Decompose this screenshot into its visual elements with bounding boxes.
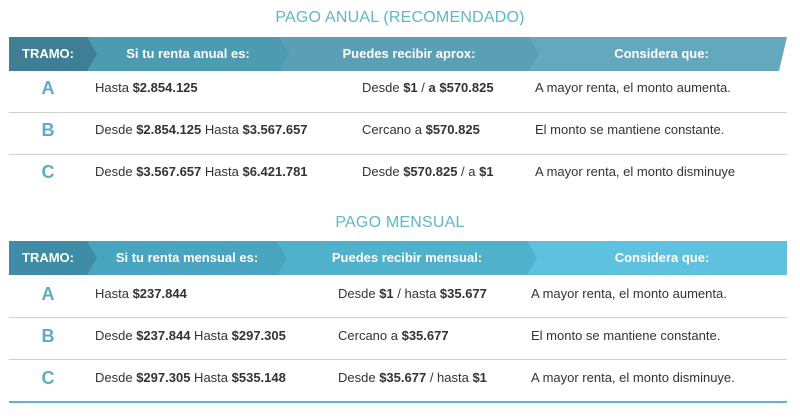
- text-segment: Desde: [338, 370, 380, 385]
- amount-value: a $570.825: [428, 80, 494, 95]
- text-segment: Desde: [95, 328, 137, 343]
- renta-cell: [95, 273, 187, 315]
- amount-value: $297.305: [231, 328, 286, 343]
- anual-title: PAGO ANUAL (RECOMENDADO): [275, 9, 525, 26]
- mensual-row-c: [9, 357, 787, 399]
- amount-value: $297.305: [136, 370, 191, 385]
- renta-cell: [95, 109, 308, 151]
- recibir-cell: [362, 109, 480, 151]
- amount-value: $35.677: [401, 328, 449, 343]
- text-segment: Desde: [362, 80, 404, 95]
- bottom-rule: [9, 401, 787, 403]
- mensual-row-a: [9, 273, 787, 315]
- text-segment: Hasta: [95, 80, 133, 95]
- anual-row-b: [9, 109, 787, 151]
- renta-cell: [95, 67, 198, 109]
- considera-cell: El monto se mantiene constante.: [535, 122, 725, 137]
- considera-cell: A mayor renta, el monto aumenta.: [535, 80, 731, 95]
- recibir-cell: [338, 315, 449, 357]
- mensual-col-recibir: Puedes recibir mensual:: [331, 250, 483, 265]
- amount-value: $3.567.657: [242, 122, 308, 137]
- considera-cell: A mayor renta, el monto disminuye.: [531, 370, 735, 385]
- text-segment: / hasta: [393, 286, 440, 301]
- amount-value: $237.844: [136, 328, 191, 343]
- anual-header: [9, 37, 787, 71]
- considera-cell: A mayor renta, el monto disminuye: [535, 164, 736, 179]
- text-segment: Hasta: [201, 122, 243, 137]
- anual-row-c: [9, 151, 787, 193]
- text-segment: Hasta: [190, 328, 232, 343]
- mensual-header: [9, 241, 787, 275]
- amount-value: $570.825: [425, 122, 480, 137]
- amount-value: $3.567.657: [136, 164, 202, 179]
- mensual-col-renta: Si tu renta mensual es:: [115, 250, 259, 265]
- amount-value: $2.854.125: [132, 80, 198, 95]
- mensual-col-tramo: TRAMO:: [22, 250, 74, 265]
- text-segment: Desde: [95, 370, 137, 385]
- mensual-col-considera: Considera que:: [614, 250, 710, 265]
- amount-value: $6.421.781: [242, 164, 308, 179]
- recibir-cell: [362, 67, 494, 109]
- amount-value: $535.148: [231, 370, 286, 385]
- amount-value: $1: [472, 370, 487, 385]
- anual-row-a: [9, 67, 787, 109]
- text-segment: / a: [457, 164, 480, 179]
- anual-col-renta: Si tu renta anual es:: [126, 46, 250, 61]
- text-segment: Desde: [95, 122, 137, 137]
- tramo-label: C: [41, 162, 55, 182]
- tramo-label: C: [41, 368, 55, 388]
- mensual-title: PAGO MENSUAL: [335, 214, 465, 231]
- text-segment: Desde: [362, 164, 404, 179]
- renta-cell: [95, 315, 286, 357]
- tramo-label: A: [41, 78, 55, 98]
- text-segment: Hasta: [190, 370, 232, 385]
- recibir-cell: [338, 273, 487, 315]
- text-segment: Desde: [338, 286, 380, 301]
- amount-value: $1: [379, 286, 394, 301]
- recibir-cell: [338, 357, 487, 399]
- mensual-row-b: [9, 315, 787, 357]
- amount-value: $1: [403, 80, 418, 95]
- text-segment: Hasta: [95, 286, 133, 301]
- text-segment: Cercano a: [338, 328, 402, 343]
- tramo-label: B: [41, 326, 55, 346]
- amount-value: $1: [479, 164, 494, 179]
- amount-value: $237.844: [132, 286, 187, 301]
- recibir-cell: [362, 151, 494, 193]
- amount-value: $35.677: [379, 370, 427, 385]
- renta-cell: [95, 357, 286, 399]
- text-segment: Cercano a: [362, 122, 426, 137]
- tramo-label: B: [41, 120, 55, 140]
- anual-col-tramo: TRAMO:: [22, 46, 74, 61]
- text-segment: Desde: [95, 164, 137, 179]
- amount-value: $35.677: [439, 286, 487, 301]
- text-segment: / hasta: [426, 370, 473, 385]
- text-segment: /: [417, 80, 429, 95]
- considera-cell: A mayor renta, el monto aumenta.: [531, 286, 727, 301]
- renta-cell: [95, 151, 308, 193]
- text-segment: Hasta: [201, 164, 243, 179]
- anual-col-recibir: Puedes recibir aprox:: [342, 46, 476, 61]
- considera-cell: El monto se mantiene constante.: [531, 328, 721, 343]
- amount-value: $2.854.125: [136, 122, 202, 137]
- amount-value: $570.825: [403, 164, 458, 179]
- tramo-label: A: [41, 284, 55, 304]
- anual-col-considera: Considera que:: [614, 46, 709, 61]
